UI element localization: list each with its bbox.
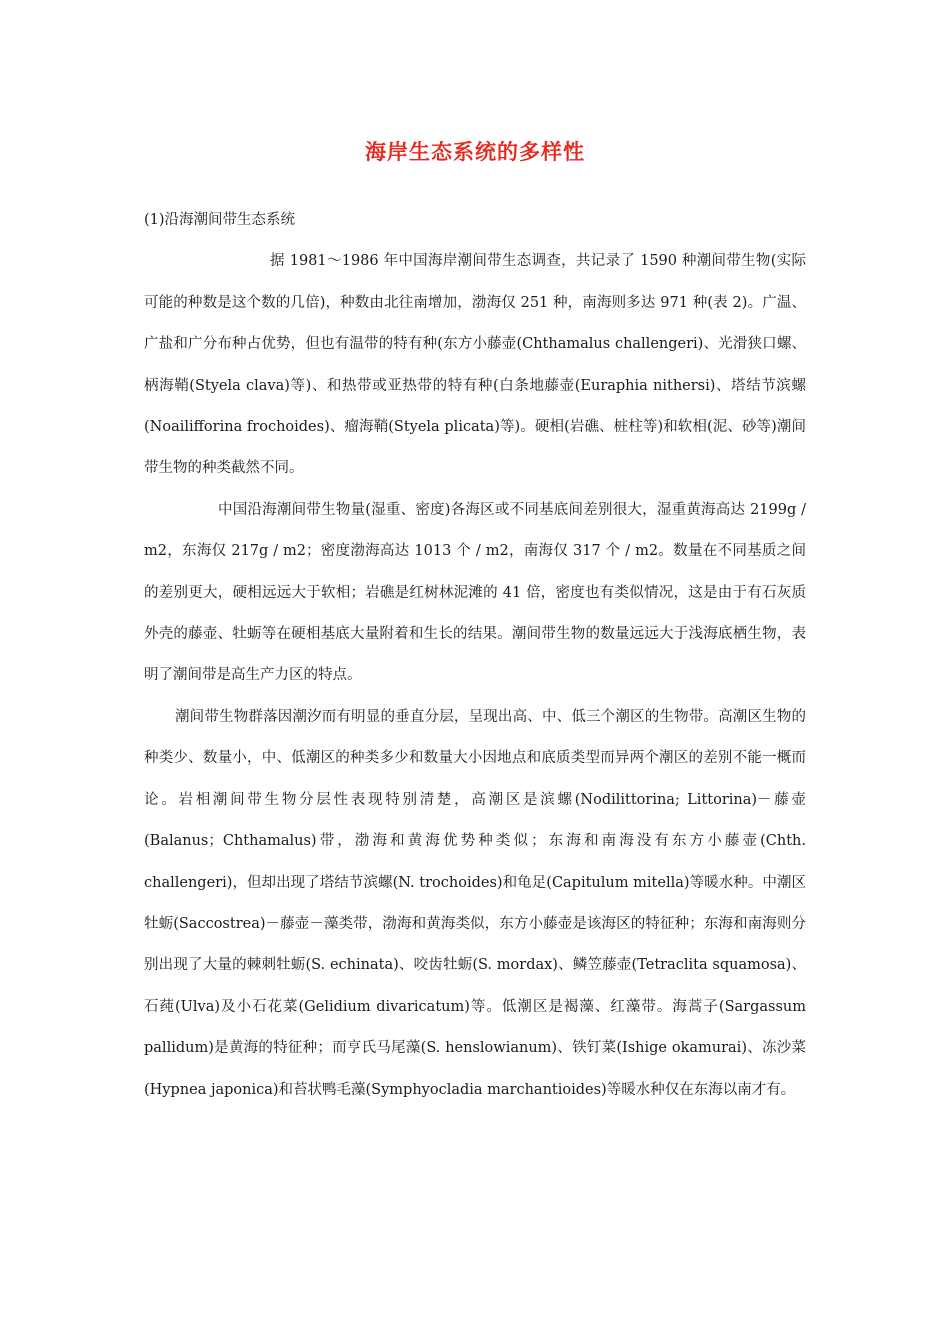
paragraph-biomass: 中国沿海潮间带生物量(湿重、密度)各海区或不同基底间差别很大，湿重黄海高达 2199g / m2，东海仅 217g / m2；密度渤海高达 1013 个 / m2，南海仅 317 个 / m2。数量在不同基质之间的差别更大，硬相远远大于软相；岩礁是红树林泥滩的 41 倍，密度也有类似情况，这是由于有石灰质外壳的藤壶、牡蛎等在硬相基底大量附着和生长的结果。潮间带生物的数量远远大于浅海底栖生物，表明了潮间带是高生产力区的特点。 [144,501,806,684]
paragraph-species-count: 据 1981～1986 年中国海岸潮间带生态调查，共记录了 1590 种潮间带生物(实际可能的种数是这个数的几倍)，种数由北往南增加，渤海仅 251 种，南海则多达 971 种(表 2)。广温、广盐和广分布种占优势，但也有温带的特有种(东方小藤壶(Chthamalus challengeri)、光滑狭口螺、柄海鞘(Styela clava)等)、和热带或亚热带的特有种(白条地藤壶(Euraphia nithersi)、塔结节滨螺(Noailifforina frochoides)、瘤海鞘(Styela plicata)等)。硬相(岩礁、桩柱等)和软相(泥、砂等)潮间带生物的种类截然不同。 [144,253,806,477]
page-title: 海岸生态系统的多样性 [365,140,585,165]
document-body [144,200,806,1111]
paragraph-vertical-zonation: 潮间带生物群落因潮汐而有明显的垂直分层，呈现出高、中、低三个潮区的生物带。高潮区生物的种类少、数量小，中、低潮区的种类多少和数量大小因地点和底质类型而异两个潮区的差别不能一概而论。岩相潮间带生物分层性表现特别清楚，高潮区是滨螺(Nodilittorina; Littorina)－藤壶(Balanus；Chthamalus)带，渤海和黄海优势种类似；东海和南海没有东方小藤壶(Chth. challengeri)，但却出现了塔结节滨螺(N. trochoides)和龟足(Capitulum mitella)等暖水种。中潮区牡蛎(Saccostrea)－藤壶－藻类带，渤海和黄海类似，东方小藤壶是该海区的特征种；东海和南海则分别出现了大量的棘刺牡蛎(S. echinata)、咬齿牡蛎(S. mordax)、鳞笠藤壶(Tetraclita squamosa)、石莼(Ulva)及小石花菜(Gelidium divaricatum)等。低潮区是褐藻、红藻带。海蒿子(Sargassum pallidum)是黄海的特征种；而亨氏马尾藻(S. henslowianum)、铁钉菜(Ishige okamurai)、冻沙菜(Hypnea japonica)和苔状鸭毛藻(Symphyocladia marchantioides)等暖水种仅在东海以南才有。 [144,708,806,1098]
section-heading: (1)沿海潮间带生态系统 [144,212,296,228]
